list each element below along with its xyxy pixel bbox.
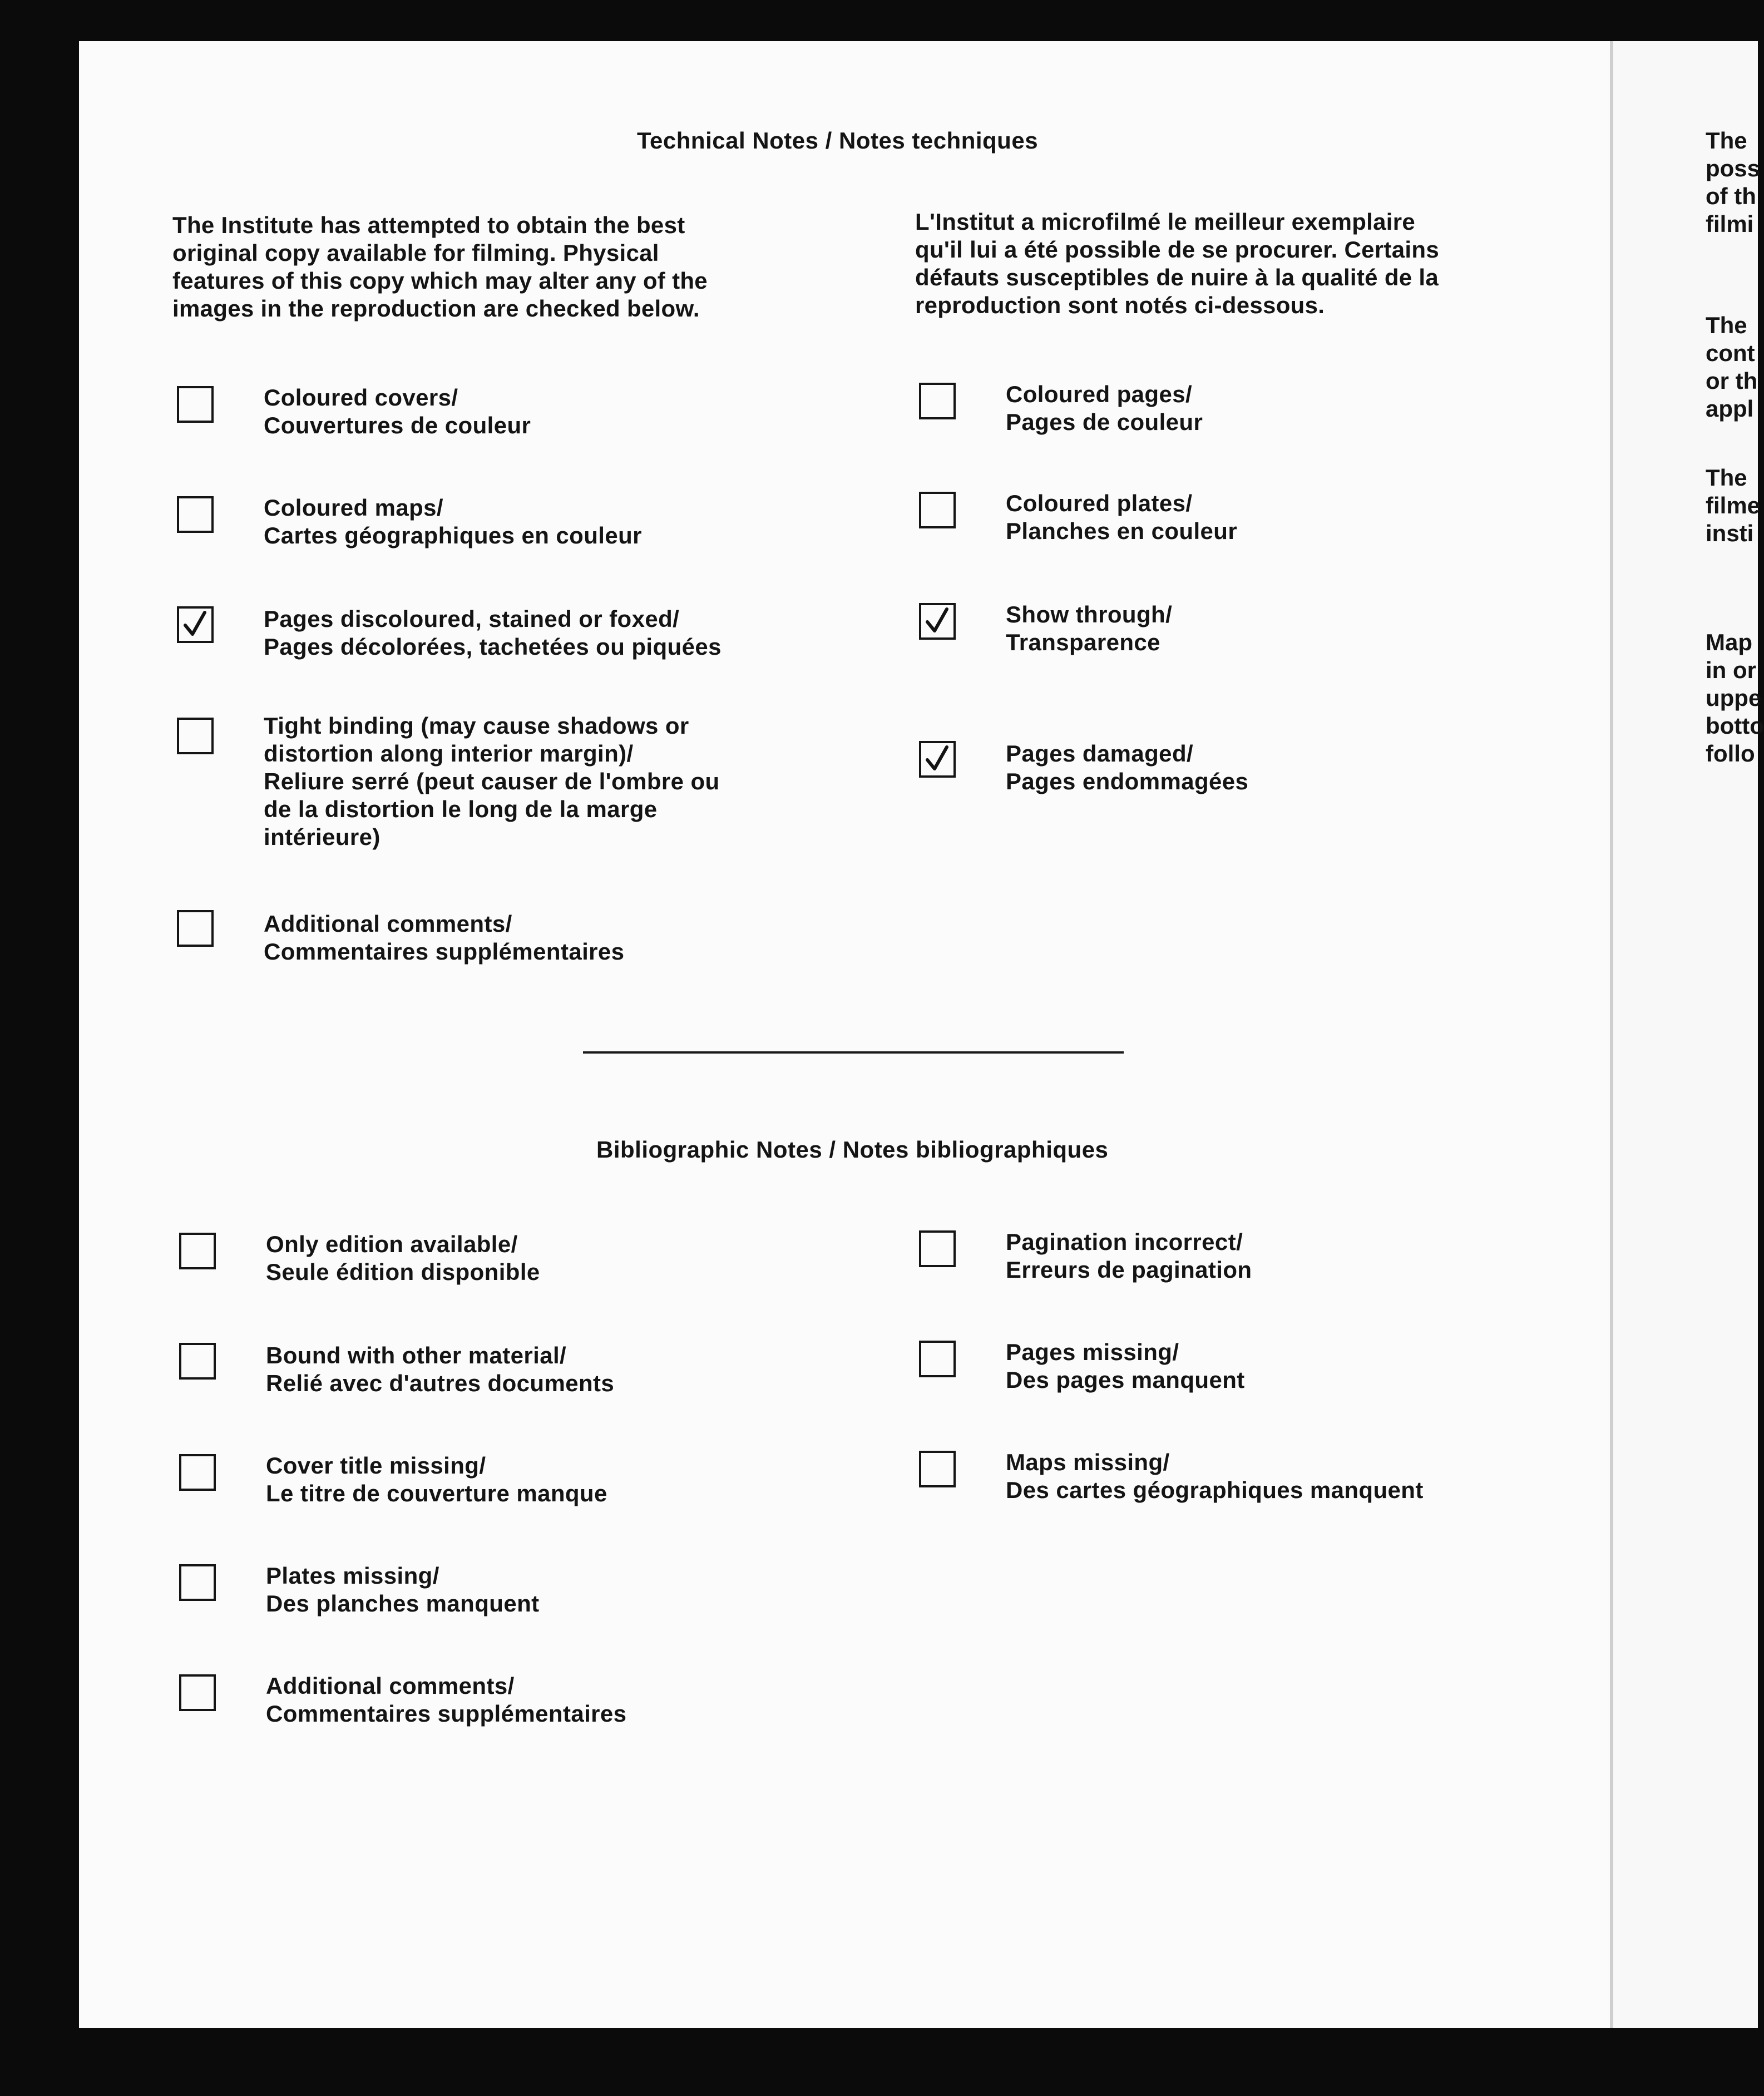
document-page	[79, 41, 1610, 2028]
checklist-item-label	[264, 712, 720, 851]
checklist-item-label	[264, 494, 642, 550]
cut-off-line: insti	[1706, 520, 1754, 546]
label-line: Planches en couleur	[1006, 518, 1238, 544]
bibliographic-notes-heading: Bibliographic Notes / Notes bibliographiques	[596, 1136, 1109, 1163]
checklist-item-label	[266, 1672, 626, 1728]
label-line: distortion along interior margin)/	[264, 740, 634, 767]
label-line: Des planches manquent	[266, 1590, 540, 1617]
label-line: Pages discoloured, stained or foxed/	[264, 606, 680, 632]
checkmark-icon	[922, 744, 952, 777]
label-line: Des pages manquent	[1006, 1367, 1245, 1393]
intro-english: The Institute has attempted to obtain the best original copy available for filming. Physical features of this copy which may alter any of the images in the reproduction are checked below.	[172, 212, 708, 322]
label-line: Relié avec d'autres documents	[266, 1370, 615, 1396]
intro-french: L'Institut a microfilmé le meilleur exemplaire qu'il lui a été possible de se procurer. Certains défauts susceptibles de nuire à la qualité de la reproduction sont notés ci-dessous.	[915, 209, 1439, 318]
cut-off-line: cont	[1706, 340, 1755, 366]
label-line: Pages décolorées, tachetées ou piquées	[264, 634, 722, 660]
cut-off-line: botto	[1706, 713, 1764, 739]
label-line: Coloured pages/	[1006, 381, 1193, 407]
checkbox[interactable]	[177, 496, 214, 533]
checklist-item-label	[264, 384, 531, 439]
label-line: Pages endommagées	[1006, 768, 1249, 794]
checklist-item-label	[266, 1230, 540, 1286]
label-line: Des cartes géographiques manquent	[1006, 1477, 1424, 1503]
label-line: Additional comments/	[266, 1673, 515, 1699]
checkbox[interactable]	[919, 383, 956, 419]
label-line: Coloured covers/	[264, 384, 458, 411]
checkbox[interactable]	[179, 1233, 216, 1269]
cut-off-line: in or	[1706, 657, 1756, 683]
cut-off-line: filmi	[1706, 211, 1754, 237]
cut-off-line: The	[1706, 464, 1747, 491]
cut-off-line: poss	[1706, 155, 1761, 181]
label-line: Coloured plates/	[1006, 490, 1193, 516]
label-line: Reliure serré (peut causer de l'ombre ou	[264, 768, 720, 794]
checklist-item-label	[1006, 601, 1172, 656]
label-line: Additional comments/	[264, 911, 512, 937]
cut-off-line: Map	[1706, 629, 1752, 655]
checkmark-icon	[922, 606, 952, 639]
label-line: Commentaires supplémentaires	[266, 1700, 627, 1727]
checkmark-icon	[180, 610, 210, 642]
cut-off-line: The	[1706, 312, 1747, 338]
label-line: Pages de couleur	[1006, 409, 1203, 435]
checkbox[interactable]	[179, 1564, 216, 1601]
checkbox[interactable]	[177, 386, 214, 423]
label-line: Pages damaged/	[1006, 740, 1194, 767]
cut-off-line: or th	[1706, 368, 1758, 394]
cut-off-line: uppe	[1706, 685, 1762, 711]
checklist-item-label	[1006, 380, 1203, 436]
checkbox[interactable]	[179, 1674, 216, 1711]
label-line: Plates missing/	[266, 1563, 439, 1589]
checklist-item-label	[266, 1452, 607, 1507]
checkbox[interactable]	[179, 1343, 216, 1380]
checkbox[interactable]	[177, 718, 214, 754]
label-line: Tight binding (may cause shadows or	[264, 713, 689, 739]
label-line: Transparence	[1006, 629, 1160, 655]
label-line: Pagination incorrect/	[1006, 1229, 1243, 1255]
label-line: Show through/	[1006, 601, 1173, 627]
checkbox[interactable]	[177, 910, 214, 947]
checked-checkbox[interactable]	[919, 741, 956, 778]
checkbox[interactable]	[919, 492, 956, 528]
cut-off-line: appl	[1706, 396, 1754, 422]
cut-off-line: filme	[1706, 492, 1761, 518]
label-line: Maps missing/	[1006, 1449, 1170, 1475]
label-line: Coloured maps/	[264, 495, 443, 521]
checked-checkbox[interactable]	[177, 606, 214, 643]
section-divider	[583, 1051, 1124, 1054]
label-line: Cartes géographiques en couleur	[264, 522, 642, 548]
label-line: Commentaires supplémentaires	[264, 938, 625, 965]
label-line: Erreurs de pagination	[1006, 1257, 1252, 1283]
checklist-item-label	[266, 1562, 540, 1618]
checklist-item-label	[264, 910, 624, 966]
checkbox[interactable]	[919, 1451, 956, 1487]
checklist-item-label	[1006, 1449, 1424, 1504]
checklist-item-label	[266, 1342, 614, 1397]
label-line: Le titre de couverture manque	[266, 1480, 607, 1506]
checked-checkbox[interactable]	[919, 603, 956, 640]
label-line: intérieure)	[264, 824, 381, 850]
checkbox[interactable]	[179, 1454, 216, 1491]
checklist-item-label	[264, 605, 722, 661]
cut-off-line: The	[1706, 127, 1747, 154]
checklist-item-label	[1006, 490, 1237, 545]
label-line: de la distortion le long de la marge	[264, 796, 658, 822]
label-line: Pages missing/	[1006, 1339, 1179, 1365]
checklist-item-label	[1006, 1228, 1252, 1284]
cut-off-line: follo	[1706, 740, 1755, 767]
label-line: Seule édition disponible	[266, 1259, 540, 1285]
label-line: Only edition available/	[266, 1231, 518, 1257]
technical-notes-heading: Technical Notes / Notes techniques	[637, 127, 1039, 154]
label-line: Couvertures de couleur	[264, 412, 531, 438]
checkbox[interactable]	[919, 1230, 956, 1267]
checkbox[interactable]	[919, 1341, 956, 1377]
label-line: Bound with other material/	[266, 1342, 567, 1368]
checklist-item-label	[1006, 1338, 1245, 1394]
checklist-item-label	[1006, 740, 1248, 795]
label-line: Cover title missing/	[266, 1452, 486, 1479]
cut-off-line: of th	[1706, 183, 1756, 209]
